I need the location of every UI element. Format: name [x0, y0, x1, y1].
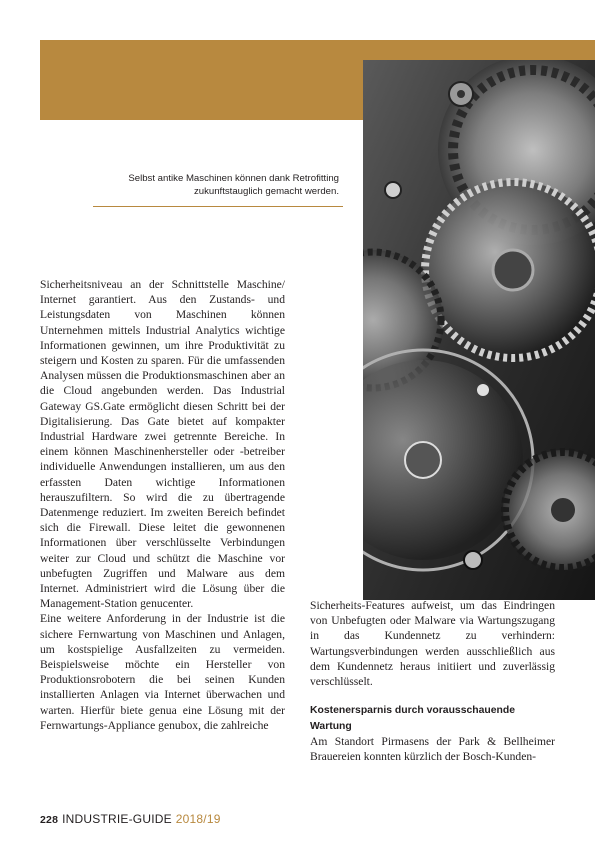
- paragraph: Am Standort Pirmasens der Park & Bellheimer Brauereien konnten kürzlich der Bosch-Kunden-: [310, 735, 555, 764]
- section-subheading: Kostenersparnis durch vorausschauende Wartung: [310, 705, 515, 732]
- caption-line-1: Selbst antike Maschinen können dank Retrofitting: [128, 173, 339, 184]
- magazine-title: INDUSTRIE-GUIDE: [62, 812, 172, 826]
- paragraph: Sicherheitsniveau an der Schnittstelle Maschine/ Internet garantiert. Aus den Zustands- und Leistungsdaten von Maschinen können Unternehmen mittels Industrial Analytics wichtige Informationen gewinnen, um ihre Produktivität zu steigern und Kosten zu sparen. Für die umfassenden Analysen müssen die Produktionsmaschinen aber an die Cloud angebunden werden. Das Industrial Gateway GS.Gate ermöglicht diesen Schritt bei der Digitalisierung. Das Gate bietet auf kompakter Industrial Hardware zwei getrennte Bereiche. In einem können Maschinenhersteller oder -betreiber individuelle Anwendungen installieren, um aus den erfassten Daten wichtige Informationen herauszufiltern. So wird die zu übertragende Datenmenge reduziert. Im zweiten Bereich befindet sich die Firewall. Diese leitet die gewonnenen Informationen über verschlüsselte Verbindungen weiter zur Cloud und schützt die Maschine vor unbefugten Zugriffen und Malware aus dem Internet. Administriert wird die Lösung über die Management-Station genucenter.: [40, 278, 285, 611]
- gears-illustration: [363, 60, 595, 600]
- gears-photo: [363, 60, 595, 600]
- paragraph: Sicherheits-Features aufweist, um das Eindringen von Unbefugten oder Malware via Wartungszugang in das Kundennetz zu verhindern: Wartungsverbindungen werden ausschließlich aus dem Kundennetz heraus initiiert und zuverlässig verschlüsselt.: [310, 599, 555, 689]
- right-text-column: [310, 598, 555, 765]
- page-footer: [40, 812, 221, 826]
- page-number: 228: [40, 814, 59, 826]
- caption-line-2: zukunftstauglich gemacht werden.: [193, 186, 339, 197]
- issue-year: 2018/19: [175, 812, 221, 826]
- left-text-column: [40, 277, 285, 733]
- paragraph: Eine weitere Anforderung in der Industrie ist die sichere Fernwartung von Maschinen und Anlagen, um kostspielige Ausfallzeiten zu vermeiden. Beispielsweise möchte ein Hersteller von Produktionsrobotern die bei seinen Kunden installierten Anlagen via Internet überwachen und warten. Hierfür biete genua eine Lösung mit der Fernwartungs-Appliance genubox, die zahlreiche: [40, 612, 285, 732]
- caption-divider: [93, 206, 343, 207]
- photo-caption: [79, 172, 339, 198]
